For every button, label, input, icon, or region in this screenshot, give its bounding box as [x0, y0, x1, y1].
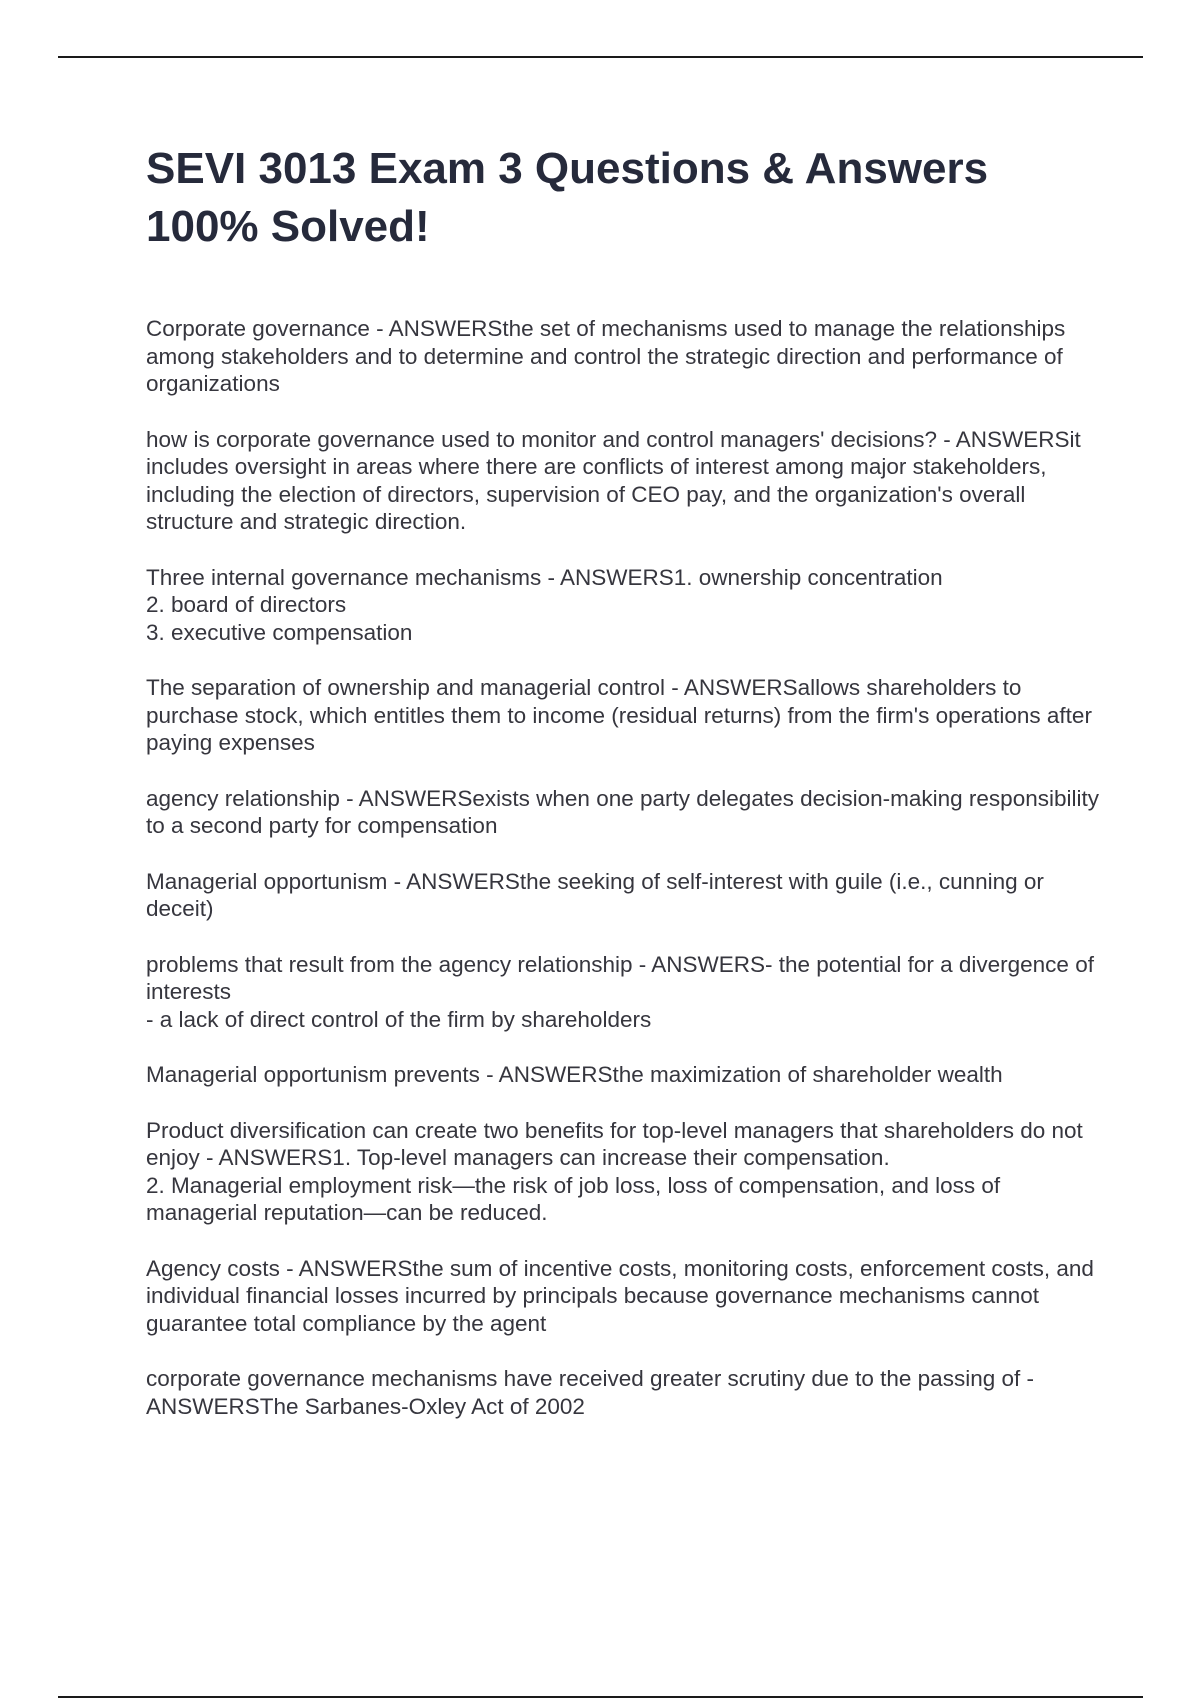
qa-entry: problems that result from the agency relationship - ANSWERS- the potential for a divergence of interests - a lack of direct control of the firm by shareholders	[146, 951, 1094, 1032]
qa-entry: Product diversification can create two benefits for top-level managers that shareholders do not enjoy - ANSWERS1. Top-level managers can increase their compensation. 2. Managerial employment risk—the risk of job loss, loss of compensation, and loss of managerial reputation—can be reduced.	[146, 1117, 1083, 1225]
qa-entry: Managerial opportunism - ANSWERSthe seeking of self-interest with guile (i.e., cunning or deceit)	[146, 868, 1044, 921]
qa-entry: how is corporate governance used to monitor and control managers' decisions? - ANSWERSit includes oversight in areas where there are conflicts of interest among major stakeholders, including the election of directors, supervision of CEO pay, and the organization's overall structure and strategic direction.	[146, 426, 1081, 534]
footer-rule	[58, 1696, 1143, 1698]
qa-entry: Agency costs - ANSWERSthe sum of incentive costs, monitoring costs, enforcement costs, and individual financial losses incurred by principals because governance mechanisms cannot guarantee total compliance by the agent	[146, 1255, 1094, 1336]
qa-entry: Managerial opportunism prevents - ANSWERSthe maximization of shareholder wealth	[146, 1062, 1003, 1087]
qa-entry: agency relationship - ANSWERSexists when one party delegates decision-making responsibility to a second party for compensation	[146, 785, 1099, 838]
header-rule	[58, 56, 1143, 58]
document-title: SEVI 3013 Exam 3 Questions & Answers 100% Solved!	[146, 144, 989, 251]
qa-entry: Corporate governance - ANSWERSthe set of mechanisms used to manage the relationships among stakeholders and to determine and control the strategic direction and performance of organizations	[146, 316, 1066, 396]
qa-entry: corporate governance mechanisms have received greater scrutiny due to the passing of - ANSWERSThe Sarbanes-Oxley Act of 2002	[146, 1366, 1034, 1419]
qa-entry: Three internal governance mechanisms - ANSWERS1. ownership concentration 2. board of directors 3. executive compensation	[146, 564, 943, 645]
document-page	[146, 140, 1101, 1448]
qa-entry: The separation of ownership and managerial control - ANSWERSallows shareholders to purchase stock, which entitles them to income (residual returns) from the firm's operations after paying expenses	[146, 675, 1092, 755]
